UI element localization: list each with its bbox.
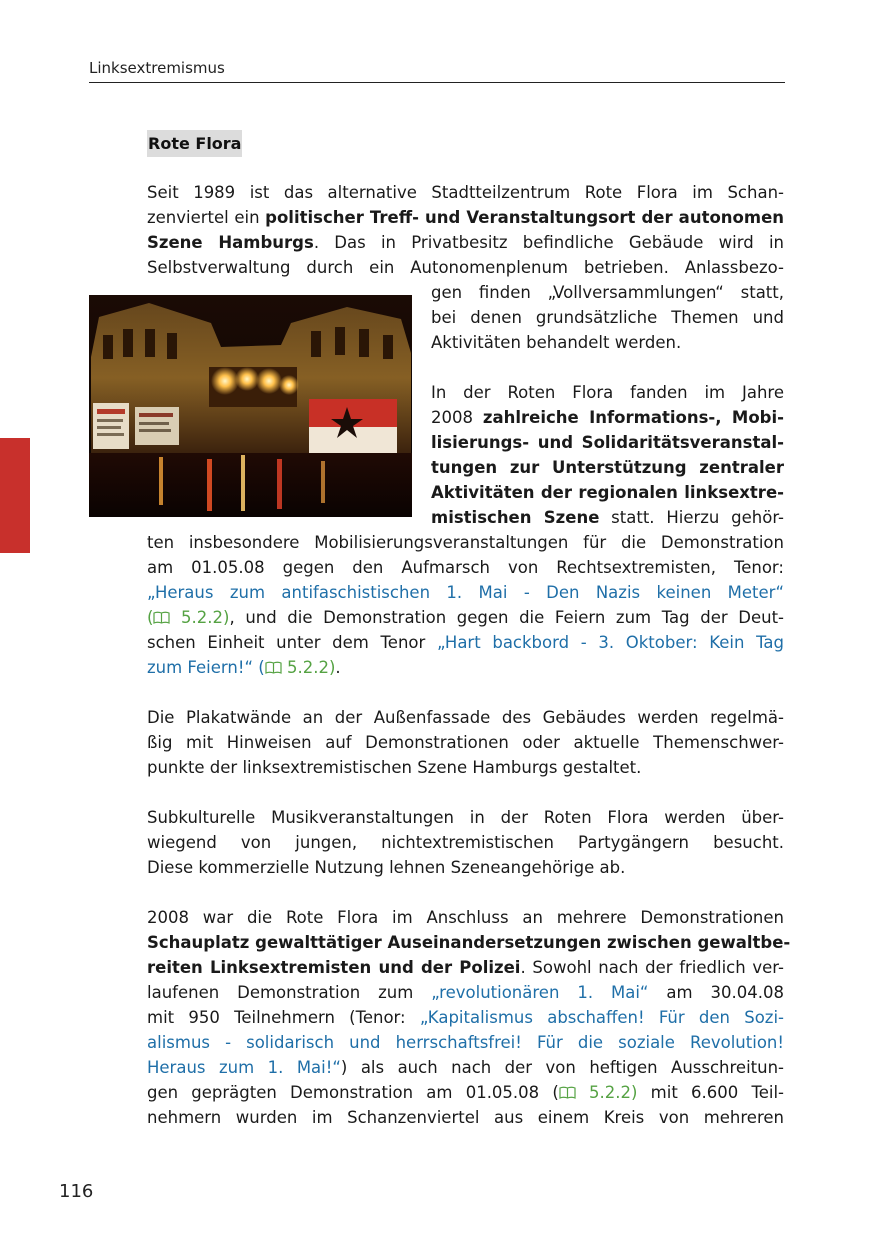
running-header-title: Linksextremismus — [89, 59, 225, 77]
text-line: ßig mit Hinweisen auf Demonstrationen oder aktuelle Themenschwer- — [147, 733, 784, 752]
text-line: Diese kommerzielle Nutzung lehnen Szeneangehörige ab. — [147, 858, 626, 877]
text-line: nehmern wurden im Schanzenviertel aus einem Kreis von mehreren — [147, 1108, 784, 1127]
text-line: Seit 1989 ist das alternative Stadtteilzentrum Rote Flora im Schan- — [147, 183, 784, 202]
text-line: lisierungs- und Solidaritätsveranstal- — [431, 433, 784, 452]
text-line: Szene Hamburgs. Das in Privatbesitz befindliche Gebäude wird in — [147, 233, 785, 252]
text-line: mistischen Szene statt. Hierzu gehör- — [431, 508, 785, 527]
section-title: Rote Flora — [147, 130, 242, 157]
text-line: Die Plakatwände an der Außenfassade des Gebäudes werden regelmä- — [147, 708, 784, 727]
text-line: am 01.05.08 gegen den Aufmarsch von Rechtsextremisten, Tenor: — [147, 558, 784, 577]
text-line: tungen zur Unterstützung zentraler — [431, 458, 784, 477]
text-line: punkte der linksextremistischen Szene Hamburgs gestaltet. — [147, 758, 642, 777]
text-line: wiegend von jungen, nichtextremistischen Partygängern besucht. — [147, 833, 784, 852]
text-line: zum Feiern!“ ( 5.2.2). — [147, 658, 341, 677]
text-line: Heraus zum 1. Mai!“) als auch nach der von heftigen Ausschreitun- — [147, 1058, 785, 1077]
text-line: Selbstverwaltung durch ein Autonomenplenum betrieben. Anlassbezo- — [147, 258, 784, 277]
text-line: ( 5.2.2), und die Demonstration gegen die Feiern zum Tag der Deut- — [147, 608, 784, 627]
text-line: Subkulturelle Musikveranstaltungen in der Roten Flora werden über- — [147, 808, 784, 827]
text-line: Schauplatz gewalttätiger Auseinandersetzungen zwischen gewaltbe- — [147, 933, 791, 952]
text-line: alismus - solidarisch und herrschaftsfrei! Für die soziale Revolution! — [147, 1033, 784, 1052]
text-line: zenviertel ein politischer Treff- und Veranstaltungsort der autonomen — [147, 208, 784, 227]
rote-flora-photo — [89, 295, 412, 517]
book-icon — [265, 658, 282, 677]
text-line: 2008 zahlreiche Informations-, Mobi- — [431, 408, 784, 427]
text-line: schen Einheit unter dem Tenor „Hart backbord - 3. Oktober: Kein Tag — [147, 633, 784, 652]
text-line: laufenen Demonstration zum „revolutionären 1. Mai“ am 30.04.08 — [147, 983, 785, 1002]
running-header — [89, 58, 785, 83]
text-line: gen geprägten Demonstration am 01.05.08 ( 5.2.2) mit 6.600 Teil- — [147, 1083, 785, 1102]
text-line: 2008 war die Rote Flora im Anschluss an mehrere Demonstrationen — [147, 908, 784, 927]
text-line: gen finden „Vollversammlungen“ statt, — [431, 283, 784, 302]
page-number: 116 — [59, 1181, 94, 1202]
text-line: „Heraus zum antifaschistischen 1. Mai - Den Nazis keinen Meter“ — [147, 583, 784, 602]
book-icon — [153, 608, 170, 627]
text-line: Aktivitäten der regionalen linksextre- — [431, 483, 784, 502]
text-line: mit 950 Teilnehmern (Tenor: „Kapitalismus abschaffen! Für den Sozi- — [147, 1008, 784, 1027]
text-line: Aktivitäten behandelt werden. — [431, 333, 682, 352]
text-line: In der Roten Flora fanden im Jahre — [431, 383, 784, 402]
text-line: bei denen grundsätzliche Themen und — [431, 308, 784, 327]
book-icon — [559, 1083, 576, 1102]
text-line: ten insbesondere Mobilisierungsveranstaltungen für die Demonstration — [147, 533, 784, 552]
chapter-side-tab — [0, 438, 30, 553]
text-line: reiten Linksextremisten und der Polizei. Sowohl nach der friedlich ver- — [147, 958, 784, 977]
